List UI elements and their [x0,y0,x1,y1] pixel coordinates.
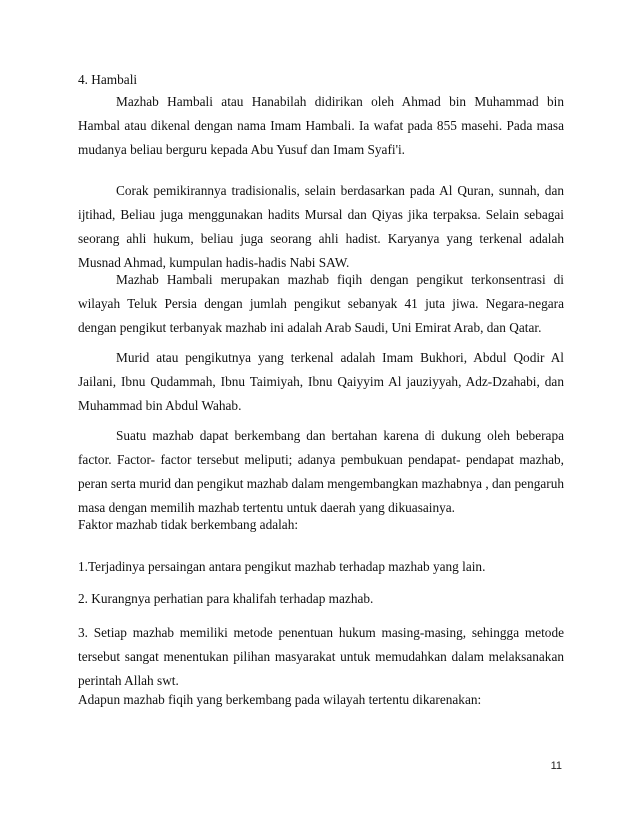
list-item: 3. Setiap mazhab memiliki metode penentuan hukum masing-masing, sehingga metode tersebut sangat menentukan pilihan masyarakat untuk memudahkan dalam melaksanakan perintah Allah swt. [78,625,564,688]
paragraph-founder: Mazhab Hambali atau Hanabilah didirikan oleh Ahmad bin Muhammad bin Hambal atau dikenal dengan nama Imam Hambali. Ia wafat pada 855 masehi. Pada masa mudanya beliau berguru kepada Abu Yusuf dan Imam Syafi'i. [78,94,564,157]
list-intro: Faktor mazhab tidak berkembang adalah: [78,517,299,532]
paragraph-thought-style: Corak pemikirannya tradisionalis, selain berdasarkan pada Al Quran, sunnah, dan ijtihad, Beliau juga menggunakan hadits Mursal dan Qiyas jika terpaksa. Selain sebagai seorang ahli hukum, beliau juga seorang ahli hadist. Karyanya yang terkenal adalah Musnad Ahmad, kumpulan hadis-hadis Nabi SAW. [78,183,564,270]
list-item: 1.Terjadinya persaingan antara pengikut mazhab terhadap mazhab yang lain. [78,559,486,574]
page-number: 11 [550,760,562,772]
paragraph-followers-region: Mazhab Hambali merupakan mazhab fiqih dengan pengikut terkonsentrasi di wilayah Teluk Persia dengan jumlah pengikut sebanyak 41 juta jiwa. Negara-negara dengan pengikut terbanyak mazhab ini adalah Arab Saudi, Uni Emirat Arab, dan Qatar. [78,272,564,335]
list-item: 2. Kurangnya perhatian para khalifah terhadap mazhab. [78,591,374,606]
closing-line: Adapun mazhab fiqih yang berkembang pada wilayah tertentu dikarenakan: [78,692,482,707]
paragraph-notable-students: Murid atau pengikutnya yang terkenal adalah Imam Bukhori, Abdul Qodir Al Jailani, Ibnu Qudammah, Ibnu Taimiyah, Ibnu Qaiyyim Al jauziyyah, Adz-Dzahabi, dan Muhammad bin Abdul Wahab. [78,350,564,413]
section-heading: 4. Hambali [78,72,138,87]
paragraph-development-factors: Suatu mazhab dapat berkembang dan bertahan karena di dukung oleh beberapa factor. Factor- factor tersebut meliputi; adanya pembukuan pendapat- pendapat mazhab, peran serta murid dan pengikut mazhab dalam mengembangkan mazhabnya , dan pengaruh masa dengan memilih mazhab tertentu untuk daerah yang dikuasainya. [78,428,564,515]
